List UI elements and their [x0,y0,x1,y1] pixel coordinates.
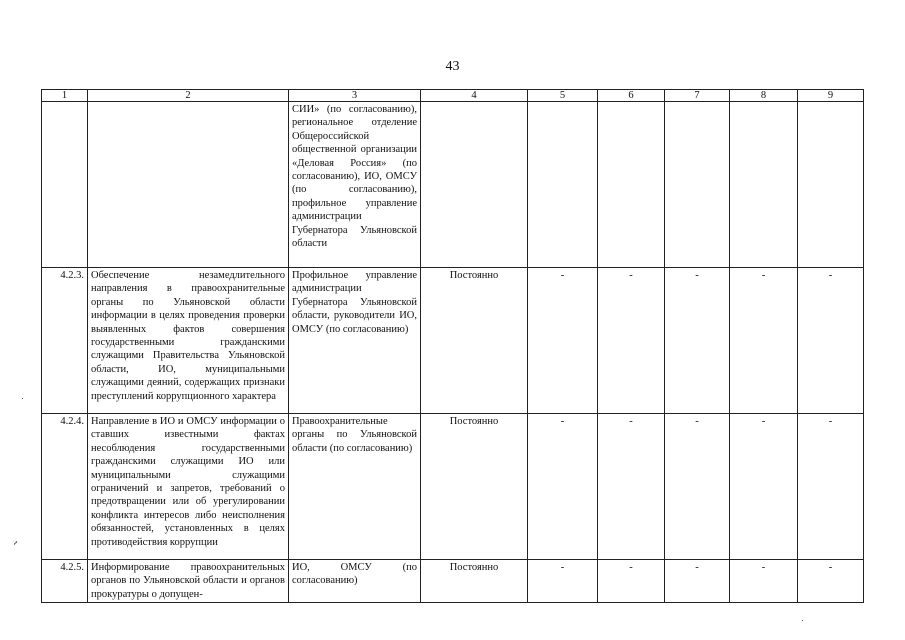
row-measure [88,102,289,268]
measures-table [41,89,864,603]
row-cell-6: - [598,560,665,603]
scan-speck [802,620,803,621]
row-cell-5: - [528,268,598,414]
row-cell-6 [598,102,665,268]
row-cell-9 [798,102,864,268]
row-id: 4.2.4. [42,414,88,560]
table-row [42,102,864,268]
row-executors: ИО, ОМСУ (по согласованию) [289,560,421,603]
row-cell-6: - [598,414,665,560]
row-cell-8: - [730,268,798,414]
row-cell-8: - [730,414,798,560]
row-executors: Профильное управление администрации Губернатора Ульяновской области, руководители ИО, ОМСУ (по согласованию) [289,268,421,414]
page-number: 43 [445,59,460,74]
row-executors: СИИ» (по согласованию), региональное отделение Общероссийской общественной организации «Деловая Россия» (по согласованию), ИО, ОМСУ (по согласованию), профильное управление администрации Губернатора Ульяновской области [289,102,421,268]
row-id: 4.2.3. [42,268,88,414]
header-col-1: 1 [42,90,88,102]
row-cell-5: - [528,414,598,560]
row-id: 4.2.5. [42,560,88,603]
row-cell-7: - [665,560,730,603]
row-cell-7: - [665,268,730,414]
scan-speck [22,398,23,399]
header-col-6: 6 [598,90,665,102]
header-col-5: 5 [528,90,598,102]
table-row [42,560,864,603]
row-cell-8: - [730,560,798,603]
header-col-8: 8 [730,90,798,102]
row-cell-6: - [598,268,665,414]
row-term: Постоянно [421,268,528,414]
row-cell-9: - [798,560,864,603]
table-row [42,268,864,414]
row-measure: Направление в ИО и ОМСУ информации о ставших известными фактах несоблюдения государственными гражданскими служащими ИО или муниципальными служащими ограничений и запретов, требований о предотвращении или об урегулировании конфликта интересов либо неисполнения обязанностей, установленных в целях противодействия коррупции [88,414,289,560]
row-term: Постоянно [421,414,528,560]
header-col-3: 3 [289,90,421,102]
header-col-2: 2 [88,90,289,102]
header-col-7: 7 [665,90,730,102]
row-cell-7: - [665,414,730,560]
row-measure: Обеспечение незамедлительного направления в правоохранительные органы по Ульяновской области информации в целях проведения проверки выявленных фактов совершения государственными гражданскими служащими Правительства Ульяновской области, ИО, муниципальными служащими деяний, содержащих признаки преступлений коррупционного характера [88,268,289,414]
row-measure: Информирование правоохранительных органов по Ульяновской области и органов прокуратуры о допущен- [88,560,289,603]
row-cell-9: - [798,414,864,560]
header-col-9: 9 [798,90,864,102]
header-col-4: 4 [421,90,528,102]
row-cell-5 [528,102,598,268]
row-executors: Правоохранительные органы по Ульяновской области (по согласованию) [289,414,421,560]
row-term: Постоянно [421,560,528,603]
row-cell-5: - [528,560,598,603]
row-cell-8 [730,102,798,268]
header-row [42,90,864,102]
row-cell-7 [665,102,730,268]
row-cell-9: - [798,268,864,414]
row-term [421,102,528,268]
margin-mark: ՜ [13,541,22,555]
table-row [42,414,864,560]
row-id [42,102,88,268]
